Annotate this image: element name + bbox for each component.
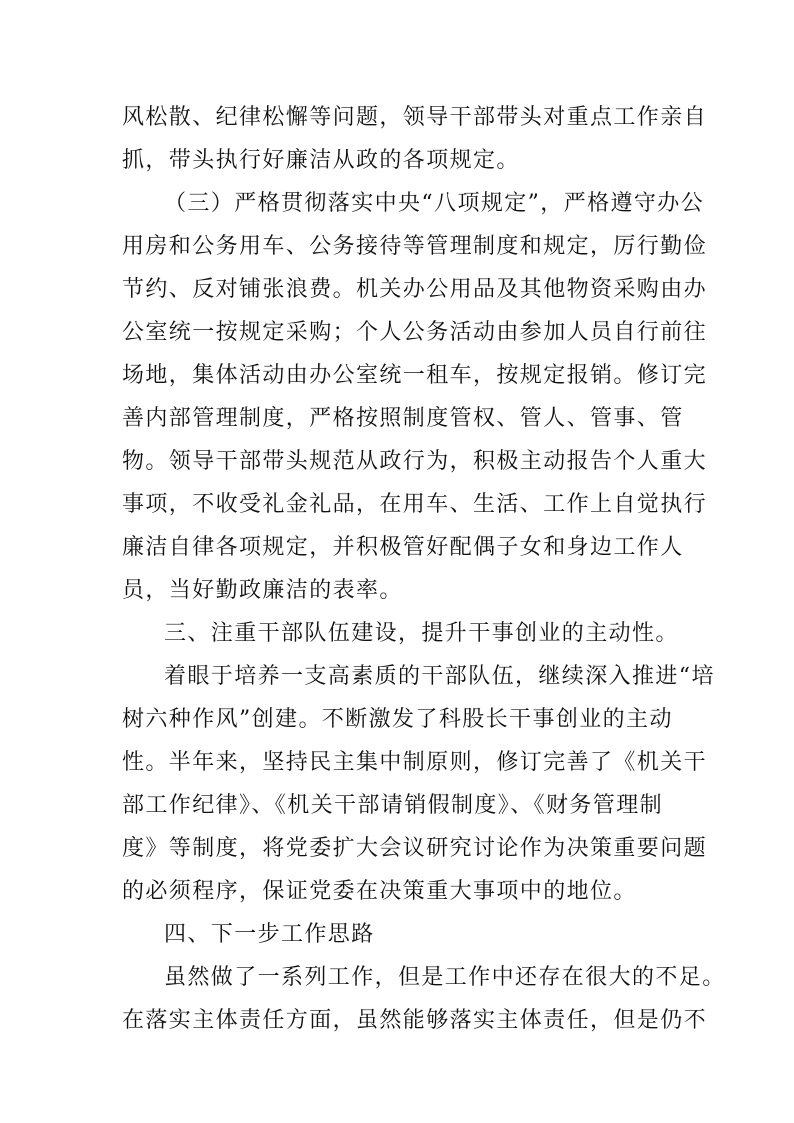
text-line: 用房和公务用车、公务接待等管理制度和规定，厉行勤俭	[122, 234, 708, 259]
section-heading: 四、下一步工作思路	[164, 922, 375, 947]
text-line: 着眼于培养一支高素质的干部队伍，继续深入推进“培	[164, 664, 715, 689]
text-line: 风松散、纪律松懈等问题，领导干部带头对重点工作亲自	[122, 105, 708, 130]
text-line: 抓，带头执行好廉洁从政的各项规定。	[122, 148, 520, 173]
text-line: 虽然做了一系列工作，但是工作中还存在很大的不足。	[164, 965, 726, 990]
text-line: 性。半年来，坚持民主集中制原则，修订完善了《机关干	[122, 750, 708, 775]
text-line: 善内部管理制度，严格按照制度管权、管人、管事、管	[122, 406, 684, 431]
text-line: 部工作纪律》、《机关干部请销假制度》、《财务管理制	[122, 793, 664, 818]
text-line: 公室统一按规定采购；个人公务活动由参加人员自行前往	[122, 320, 708, 345]
text-line: 在落实主体责任方面，虽然能够落实主体责任，但是仍不	[122, 1008, 708, 1033]
text-line: 廉洁自律各项规定，并积极管好配偶子女和身边工作人	[122, 535, 684, 560]
text-line: 物。领导干部带头规范从政行为，积极主动报告个人重大	[122, 449, 708, 474]
text-line: 员，当好勤政廉洁的表率。	[122, 578, 403, 603]
text-line: 的必须程序，保证党委在决策重大事项中的地位。	[122, 879, 637, 904]
text-line: 场地，集体活动由办公室统一租车，按规定报销。修订完	[122, 363, 708, 388]
text-line: （三）严格贯彻落实中央“八项规定”，严格遵守办公	[164, 191, 705, 216]
text-line: 树六种作风”创建。不断激发了科股长干事创业的主动	[122, 707, 673, 732]
section-heading: 三、注重干部队伍建设，提升干事创业的主动性。	[164, 621, 679, 646]
text-line: 度》等制度，将党委扩大会议研究讨论作为决策重要问题	[122, 836, 708, 861]
text-line: 事项，不收受礼金礼品，在用车、生活、工作上自觉执行	[122, 492, 708, 517]
text-line: 节约、反对铺张浪费。机关办公用品及其他物资采购由办	[122, 277, 708, 302]
